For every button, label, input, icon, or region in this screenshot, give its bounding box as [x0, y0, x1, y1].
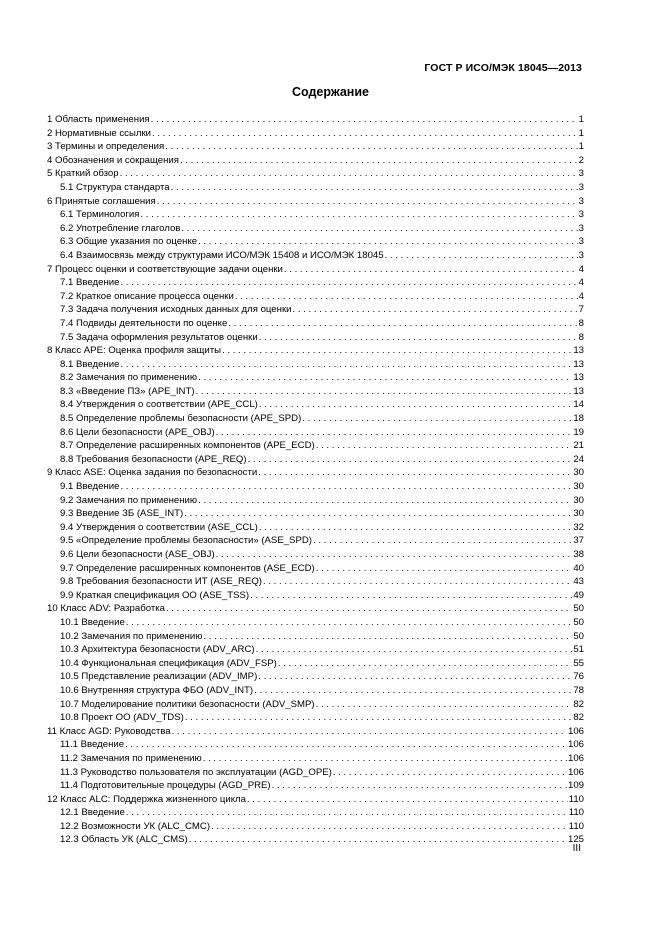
toc-leader-dots: [125, 738, 567, 752]
toc-entry[interactable]: [47, 738, 584, 752]
toc-entry-page: 1: [578, 114, 584, 125]
toc-entry-page: 14: [573, 399, 584, 411]
toc-entry-title: 9.3 Введение ЗБ (ASE_INT): [60, 508, 184, 520]
toc-entry-title: 8.2 Замечания по применению: [60, 372, 198, 384]
toc-entry[interactable]: [47, 208, 584, 222]
toc-entry-title: 10.7 Моделирование политики безопасности (ADV_SMP): [60, 698, 315, 710]
toc-entry-title: 2 Нормативные ссылки: [47, 127, 152, 139]
toc-entry-page: 3: [578, 195, 584, 207]
toc-entry-title: 8.4 Утверждения о соответствии (APE_CCL): [60, 399, 258, 411]
toc-entry[interactable]: [47, 154, 584, 168]
toc-entry[interactable]: [47, 820, 584, 834]
toc-entry-page: 4: [578, 263, 584, 275]
toc-entry-title: 3 Термины и определения: [47, 141, 165, 153]
toc-entry-page: 49: [573, 589, 584, 601]
toc-leader-dots: [189, 833, 567, 847]
toc-entry-page: 82: [573, 698, 584, 710]
toc-leader-dots: [120, 276, 577, 290]
toc-entry-title: 9.4 Утверждения о соответствии (ASE_CCL): [60, 521, 258, 533]
toc-entry[interactable]: [47, 562, 584, 576]
toc-entry-title: 7.5 Задача оформления результатов оценки: [60, 331, 258, 343]
toc-entry-page: 1: [578, 141, 584, 153]
toc-leader-dots: [151, 113, 578, 127]
toc-entry-title: 11.1 Введение: [60, 739, 125, 751]
toc-leader-dots: [278, 657, 572, 671]
toc-entry[interactable]: [47, 398, 584, 412]
toc-leader-dots: [172, 725, 567, 739]
toc-leader-dots: [228, 317, 577, 331]
toc-entry-page: 106: [567, 766, 584, 778]
toc-leader-dots: [259, 398, 572, 412]
document-header: ГОСТ Р ИСО/МЭК 18045—2013: [424, 62, 582, 74]
toc-entry-title: 7.3 Задача получения исходных данных для оценки: [60, 304, 292, 316]
toc-leader-dots: [198, 371, 572, 385]
toc-entry[interactable]: [47, 127, 584, 141]
toc-entry-title: 9.5 «Определение проблемы безопасности» (ASE_SPD): [60, 535, 312, 547]
toc-leader-dots: [250, 589, 572, 603]
toc-leader-dots: [259, 521, 572, 535]
toc-leader-dots: [316, 439, 573, 453]
toc-entry-page: 50: [573, 630, 584, 642]
toc-entry-page: 50: [573, 603, 584, 615]
toc-entry[interactable]: [47, 670, 584, 684]
toc-entry-page: 13: [573, 372, 584, 384]
toc-entry-title: 7 Процесс оценки и соответствующие задачи оценки: [47, 263, 283, 275]
toc-entry[interactable]: [47, 358, 584, 372]
toc-entry-page: 125: [567, 834, 584, 846]
toc-entry-title: 9.7 Определение расширенных компонентов (ASE_ECD): [60, 562, 315, 574]
toc-leader-dots: [247, 793, 568, 807]
toc-entry[interactable]: [47, 439, 584, 453]
toc-leader-dots: [120, 480, 572, 494]
toc-entry[interactable]: [47, 276, 584, 290]
toc-entry-title: 10.5 Представление реализации (ADV_IMP): [60, 671, 258, 683]
toc-entry[interactable]: [47, 140, 584, 154]
toc-entry[interactable]: [47, 643, 584, 657]
toc-entry[interactable]: [47, 589, 584, 603]
toc-leader-dots: [140, 208, 577, 222]
toc-entry-page: 21: [573, 440, 584, 452]
toc-entry-title: 7.1 Введение: [60, 277, 120, 289]
toc-leader-dots: [203, 630, 572, 644]
toc-entry-title: 12.2 Возможности УК (ALC_CMC): [60, 820, 211, 832]
toc-entry-title: 4 Обозначения и сокращения: [47, 154, 179, 166]
page-title: Содержание: [291, 85, 369, 99]
toc-entry-title: 8.6 Цели безопасности (APE_OBJ): [60, 426, 215, 438]
toc-entry[interactable]: [47, 779, 584, 793]
toc-leader-dots: [198, 494, 572, 508]
toc-entry-page: 82: [573, 712, 584, 724]
toc-entry-title: 12.1 Введение: [60, 807, 125, 819]
toc-entry-page: 8: [578, 317, 584, 329]
toc-entry-title: 10.6 Внутренняя структура ФБО (ADV_INT): [60, 684, 254, 696]
toc-entry-title: 8 Класс APE: Оценка профиля защиты: [47, 345, 222, 357]
toc-entry-page: 50: [573, 616, 584, 628]
toc-entry-title: 12 Класс ALC: Поддержка жизненного цикла: [47, 793, 246, 805]
toc-entry[interactable]: [47, 793, 584, 807]
toc-entry[interactable]: [47, 725, 584, 739]
toc-leader-dots: [120, 358, 572, 372]
toc-leader-dots: [165, 140, 577, 154]
toc-leader-dots: [258, 670, 572, 684]
toc-entry-title: 6.4 Взаимосвязь между структурами ИСО/МЭК 15408 и ИСО/МЭК 18045: [60, 249, 384, 261]
toc-entry-title: 9 Класс ASE: Оценка задания по безопасности: [47, 467, 258, 479]
toc-entry-title: 6 Принятые соглашения: [47, 195, 156, 207]
toc-entry-page: 4: [578, 290, 584, 302]
toc-entry-page: 30: [573, 508, 584, 520]
toc-entry[interactable]: [47, 575, 584, 589]
toc-entry[interactable]: [47, 453, 584, 467]
toc-leader-dots: [211, 820, 568, 834]
toc-entry-page: 13: [573, 345, 584, 357]
toc-entry-page: 30: [573, 494, 584, 506]
toc-entry-title: 11.4 Подготовительные процедуры (AGD_PRE): [60, 780, 271, 792]
toc-entry-title: 10.1 Введение: [60, 616, 125, 628]
toc-entry-page: 76: [573, 671, 584, 683]
toc-entry[interactable]: [47, 752, 584, 766]
toc-leader-dots: [316, 562, 573, 576]
toc-entry[interactable]: [47, 616, 584, 630]
toc-entry-title: 6.2 Употребление глаголов: [60, 222, 181, 234]
toc-entry[interactable]: [47, 249, 584, 263]
toc-entry[interactable]: [47, 290, 584, 304]
toc-leader-dots: [248, 453, 573, 467]
toc-entry-page: 110: [568, 820, 584, 832]
toc-entry-page: 3: [578, 209, 584, 221]
toc-leader-dots: [166, 602, 572, 616]
toc-entry-page: 78: [573, 684, 584, 696]
toc-leader-dots: [185, 711, 572, 725]
toc-entry-page: 37: [573, 535, 584, 547]
toc-entry-page: 3: [578, 249, 584, 261]
toc-entry-page: 24: [573, 453, 584, 465]
toc-entry[interactable]: [47, 630, 584, 644]
toc-entry-page: 19: [573, 426, 584, 438]
toc-entry[interactable]: [47, 766, 584, 780]
toc-entry-page: 38: [573, 549, 584, 560]
toc-entry[interactable]: [47, 602, 584, 616]
toc-entry-page: 13: [573, 358, 584, 370]
toc-entry-page: 40: [573, 562, 584, 574]
toc-leader-dots: [284, 263, 578, 277]
toc-leader-dots: [184, 507, 572, 521]
toc-entry-page: 106: [567, 725, 584, 737]
toc-entry-title: 10.4 Функциональная спецификация (ADV_FSP): [60, 657, 277, 669]
toc-entry[interactable]: [47, 195, 584, 209]
toc-leader-dots: [126, 806, 568, 820]
toc-leader-dots: [254, 684, 572, 698]
toc-entry-title: 9.9 Краткая спецификация ОО (ASE_TSS): [60, 589, 250, 601]
toc-leader-dots: [385, 249, 578, 263]
toc-entry-title: 6.1 Терминология: [60, 209, 140, 221]
table-of-contents: [47, 113, 584, 847]
toc-entry[interactable]: [47, 113, 584, 127]
toc-entry-title: 10.2 Замечания по применению: [60, 630, 203, 642]
toc-entry[interactable]: [47, 711, 584, 725]
toc-entry[interactable]: [47, 181, 584, 195]
toc-leader-dots: [216, 548, 573, 562]
toc-entry[interactable]: [47, 263, 584, 277]
toc-entry[interactable]: [47, 806, 584, 820]
toc-entry-page: 3: [578, 181, 584, 193]
toc-entry-page: 55: [573, 657, 584, 669]
toc-entry[interactable]: [47, 833, 584, 847]
toc-entry-title: 8.7 Определение расширенных компонентов (APE_ECD): [60, 440, 315, 452]
toc-entry-title: 8.1 Введение: [60, 358, 120, 370]
toc-entry[interactable]: [47, 344, 584, 358]
toc-entry-title: 7.2 Краткое описание процесса оценки: [60, 290, 234, 302]
toc-entry-title: 8.8 Требования безопасности (APE_REQ): [60, 453, 247, 465]
toc-entry-page: 43: [573, 576, 584, 588]
toc-entry-page: 8: [578, 331, 584, 343]
toc-entry-page: 4: [578, 277, 584, 289]
toc-entry-title: 10.8 Проект ОО (ADV_TDS): [60, 712, 184, 724]
toc-entry[interactable]: [47, 480, 584, 494]
toc-entry-title: 1 Область применения: [47, 114, 150, 125]
toc-leader-dots: [316, 698, 573, 712]
toc-entry-title: 9.1 Введение: [60, 481, 120, 493]
toc-entry-title: 7.4 Подвиды деятельности по оценке: [60, 317, 228, 329]
toc-leader-dots: [263, 575, 572, 589]
toc-entry[interactable]: [47, 548, 584, 562]
toc-leader-dots: [180, 154, 578, 168]
toc-leader-dots: [203, 752, 567, 766]
toc-leader-dots: [157, 195, 578, 209]
toc-entry-title: 8.5 Определение проблемы безопасности (APE_SPD): [60, 413, 302, 425]
toc-entry-page: 30: [573, 467, 584, 479]
toc-entry[interactable]: [47, 657, 584, 671]
toc-entry-title: 11 Класс AGD: Руководства: [47, 725, 171, 737]
toc-entry-title: 8.3 «Введение ПЗ» (APE_INT): [60, 385, 195, 397]
toc-entry-page: 1: [578, 127, 584, 139]
toc-leader-dots: [126, 616, 573, 630]
toc-entry-page: 3: [578, 222, 584, 234]
toc-entry-page: 2: [578, 154, 584, 166]
toc-entry-page: 109: [567, 780, 584, 792]
toc-entry-title: 10.3 Архитектура безопасности (ADV_ARC): [60, 644, 255, 656]
toc-entry-page: 30: [573, 481, 584, 493]
toc-leader-dots: [258, 466, 572, 480]
toc-entry-page: 18: [573, 413, 584, 425]
toc-entry[interactable]: [47, 698, 584, 712]
toc-entry-title: 9.2 Замечания по применению: [60, 494, 198, 506]
toc-entry-page: 3: [578, 168, 584, 180]
toc-entry-page: 110: [568, 793, 584, 805]
toc-leader-dots: [235, 290, 578, 304]
toc-leader-dots: [120, 167, 578, 181]
toc-entry[interactable]: [47, 222, 584, 236]
toc-entry[interactable]: [47, 534, 584, 548]
toc-leader-dots: [181, 222, 577, 236]
toc-leader-dots: [333, 766, 567, 780]
toc-leader-dots: [313, 534, 572, 548]
toc-entry-page: 106: [567, 739, 584, 751]
toc-leader-dots: [171, 181, 578, 195]
toc-entry-title: 5.1 Структура стандарта: [60, 181, 170, 193]
page-number: III: [572, 843, 581, 854]
toc-leader-dots: [293, 303, 578, 317]
toc-entry[interactable]: [47, 412, 584, 426]
toc-entry-page: 13: [573, 385, 584, 397]
toc-entry[interactable]: [47, 235, 584, 249]
toc-entry[interactable]: [47, 303, 584, 317]
toc-entry-page: 32: [573, 521, 584, 533]
toc-entry-page: 51: [573, 644, 584, 656]
toc-entry-title: 11.2 Замечания по применению: [60, 752, 202, 764]
toc-entry[interactable]: [47, 494, 584, 508]
toc-entry[interactable]: [47, 331, 584, 345]
toc-entry[interactable]: [47, 385, 584, 399]
toc-leader-dots: [272, 779, 567, 793]
toc-entry-title: 6.3 Общие указания по оценке: [60, 236, 198, 248]
toc-entry[interactable]: [47, 426, 584, 440]
toc-entry-page: 7: [578, 304, 584, 316]
toc-entry-title: 10 Класс ADV: Разработка: [47, 603, 165, 615]
toc-leader-dots: [198, 235, 578, 249]
toc-entry[interactable]: [47, 317, 584, 331]
toc-entry-title: 5 Краткий обзор: [47, 168, 119, 180]
toc-entry[interactable]: [47, 684, 584, 698]
toc-entry-title: 9.8 Требования безопасности ИТ (ASE_REQ): [60, 576, 263, 588]
toc-entry[interactable]: [47, 521, 584, 535]
toc-entry[interactable]: [47, 167, 584, 181]
toc-entry[interactable]: [47, 371, 584, 385]
toc-entry-title: 11.3 Руководство пользователя по эксплуатации (AGD_OPE): [60, 766, 332, 778]
toc-leader-dots: [302, 412, 572, 426]
toc-leader-dots: [222, 344, 572, 358]
toc-entry-title: 12.3 Область УК (ALC_CMS): [60, 834, 188, 846]
toc-leader-dots: [152, 127, 578, 141]
toc-entry-page: 3: [578, 236, 584, 248]
toc-leader-dots: [216, 426, 573, 440]
toc-leader-dots: [256, 643, 573, 657]
toc-leader-dots: [259, 331, 578, 345]
toc-entry[interactable]: [47, 466, 584, 480]
toc-entry[interactable]: [47, 507, 584, 521]
toc-entry-page: 110: [568, 807, 584, 819]
toc-entry-title: 9.6 Цели безопасности (ASE_OBJ): [60, 549, 215, 560]
toc-leader-dots: [196, 385, 573, 399]
toc-entry-page: 106: [567, 752, 584, 764]
